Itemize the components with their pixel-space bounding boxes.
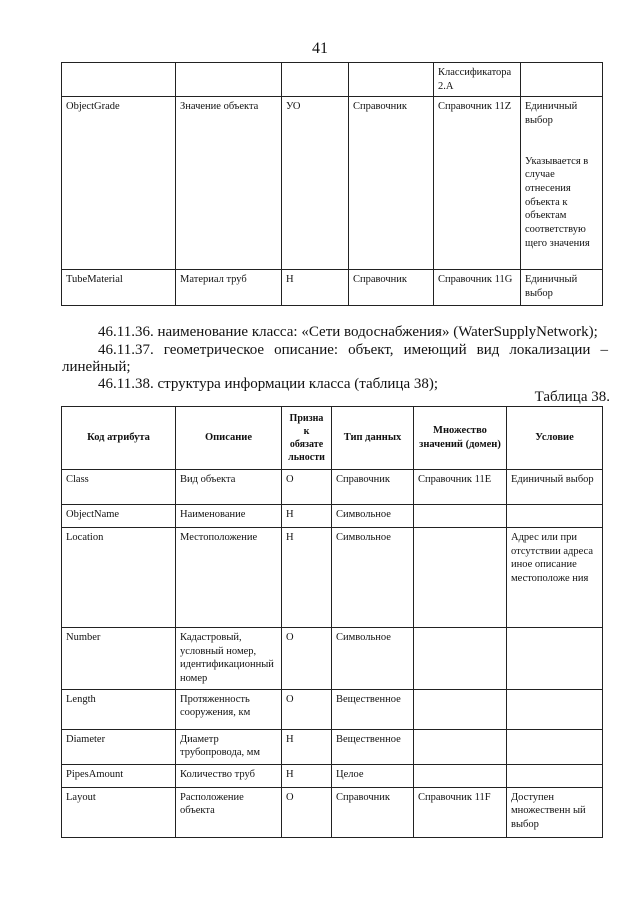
cell-domain — [414, 764, 507, 787]
table-cell — [176, 63, 282, 97]
table-row — [62, 689, 603, 729]
table-cell: Справочник 11G — [434, 270, 521, 306]
cell-code: PipesAmount — [62, 764, 176, 787]
cell-mandatory: Н — [282, 528, 332, 628]
attributes-table — [61, 406, 603, 838]
cell-description: Протяженность сооружения, км — [176, 689, 282, 729]
cell-data-type: Справочник — [332, 787, 414, 837]
table-cell: ObjectGrade — [62, 97, 176, 270]
header-code: Код атрибута — [62, 407, 176, 470]
cell-domain — [414, 505, 507, 528]
cell-description: Кадастровый, условный номер, идентификационный номер — [176, 628, 282, 690]
cell-condition: Адрес или при отсутствии адреса иное описание местоположе ния — [507, 528, 603, 628]
cell-description: Местоположение — [176, 528, 282, 628]
cell-code: Class — [62, 470, 176, 505]
table-cell: Материал труб — [176, 270, 282, 306]
table-cell — [282, 63, 349, 97]
cell-mandatory: Н — [282, 505, 332, 528]
cell-mandatory: О — [282, 787, 332, 837]
paragraph-structure: 46.11.38. структура информации класса (таблица 38); — [98, 376, 439, 392]
header-mandatory: Призна к обязате льности — [282, 407, 332, 470]
cell-description: Диаметр трубопровода, мм — [176, 729, 282, 764]
table-row — [62, 628, 603, 690]
header-row — [62, 407, 603, 470]
cell-code: Layout — [62, 787, 176, 837]
cell-code: Number — [62, 628, 176, 690]
header-domain: Множество значений (домен) — [414, 407, 507, 470]
paragraph-geometry-line1: 46.11.37. геометрическое описание: объект, имеющий вид локализации – — [98, 342, 608, 358]
paragraph-geometry-line2: линейный; — [62, 359, 131, 375]
table-row — [62, 528, 603, 628]
cell-code: Location — [62, 528, 176, 628]
cell-data-type: Символьное — [332, 628, 414, 690]
cell-mandatory: Н — [282, 764, 332, 787]
header-data-type: Тип данных — [332, 407, 414, 470]
cell-code: ObjectName — [62, 505, 176, 528]
cell-condition — [507, 689, 603, 729]
cell-condition — [507, 505, 603, 528]
cell-data-type: Символьное — [332, 528, 414, 628]
cell-condition — [507, 628, 603, 690]
cell-condition: Единичный выбор — [507, 470, 603, 505]
cell-domain: Справочник 11F — [414, 787, 507, 837]
cell-mandatory: Н — [282, 729, 332, 764]
table-row — [62, 97, 603, 270]
table-row — [62, 270, 603, 306]
cell-domain — [414, 729, 507, 764]
cell-description: Вид объекта — [176, 470, 282, 505]
table-cell: УО — [282, 97, 349, 270]
cell-data-type: Целое — [332, 764, 414, 787]
cell-description: Расположение объекта — [176, 787, 282, 837]
table-row — [62, 63, 603, 97]
cell-condition — [507, 764, 603, 787]
table-cell: Справочник — [349, 97, 434, 270]
table-row — [62, 764, 603, 787]
header-condition: Условие — [507, 407, 603, 470]
cell-condition — [507, 729, 603, 764]
cell-domain — [414, 689, 507, 729]
table-cell: Единичный выбор — [521, 270, 603, 306]
cell-data-type: Вещественное — [332, 729, 414, 764]
cell-mandatory: О — [282, 470, 332, 505]
cell-code: Length — [62, 689, 176, 729]
cell-data-type: Символьное — [332, 505, 414, 528]
table-caption: Таблица 38. — [534, 389, 610, 405]
top-table — [61, 62, 603, 306]
table-cell: Единичный выбор Указывается в случае отнесения объекта к объектам соответствую щего значения — [521, 97, 603, 270]
header-description: Описание — [176, 407, 282, 470]
table-row — [62, 729, 603, 764]
table-row — [62, 470, 603, 505]
cell-domain: Справочник 11Е — [414, 470, 507, 505]
cell-mandatory: О — [282, 628, 332, 690]
cell-data-type: Справочник — [332, 470, 414, 505]
paragraph-class-name: 46.11.36. наименование класса: «Сети водоснабжения» (WaterSupplyNetwork); — [98, 324, 598, 340]
page-number: 41 — [312, 40, 328, 57]
cell-description: Наименование — [176, 505, 282, 528]
table-row — [62, 787, 603, 837]
table-cell: Классификатора 2.А — [434, 63, 521, 97]
cell-domain — [414, 528, 507, 628]
table-cell: TubeMaterial — [62, 270, 176, 306]
cell-condition: Доступен множественн ый выбор — [507, 787, 603, 837]
table-cell — [521, 63, 603, 97]
cell-description: Количество труб — [176, 764, 282, 787]
cell-mandatory: О — [282, 689, 332, 729]
cell-domain — [414, 628, 507, 690]
table-cell: Н — [282, 270, 349, 306]
table-cell: Справочник 11Z — [434, 97, 521, 270]
table-row — [62, 505, 603, 528]
cell-data-type: Вещественное — [332, 689, 414, 729]
table-cell — [62, 63, 176, 97]
table-cell: Справочник — [349, 270, 434, 306]
table-cell: Значение объекта — [176, 97, 282, 270]
cell-code: Diameter — [62, 729, 176, 764]
table-cell — [349, 63, 434, 97]
